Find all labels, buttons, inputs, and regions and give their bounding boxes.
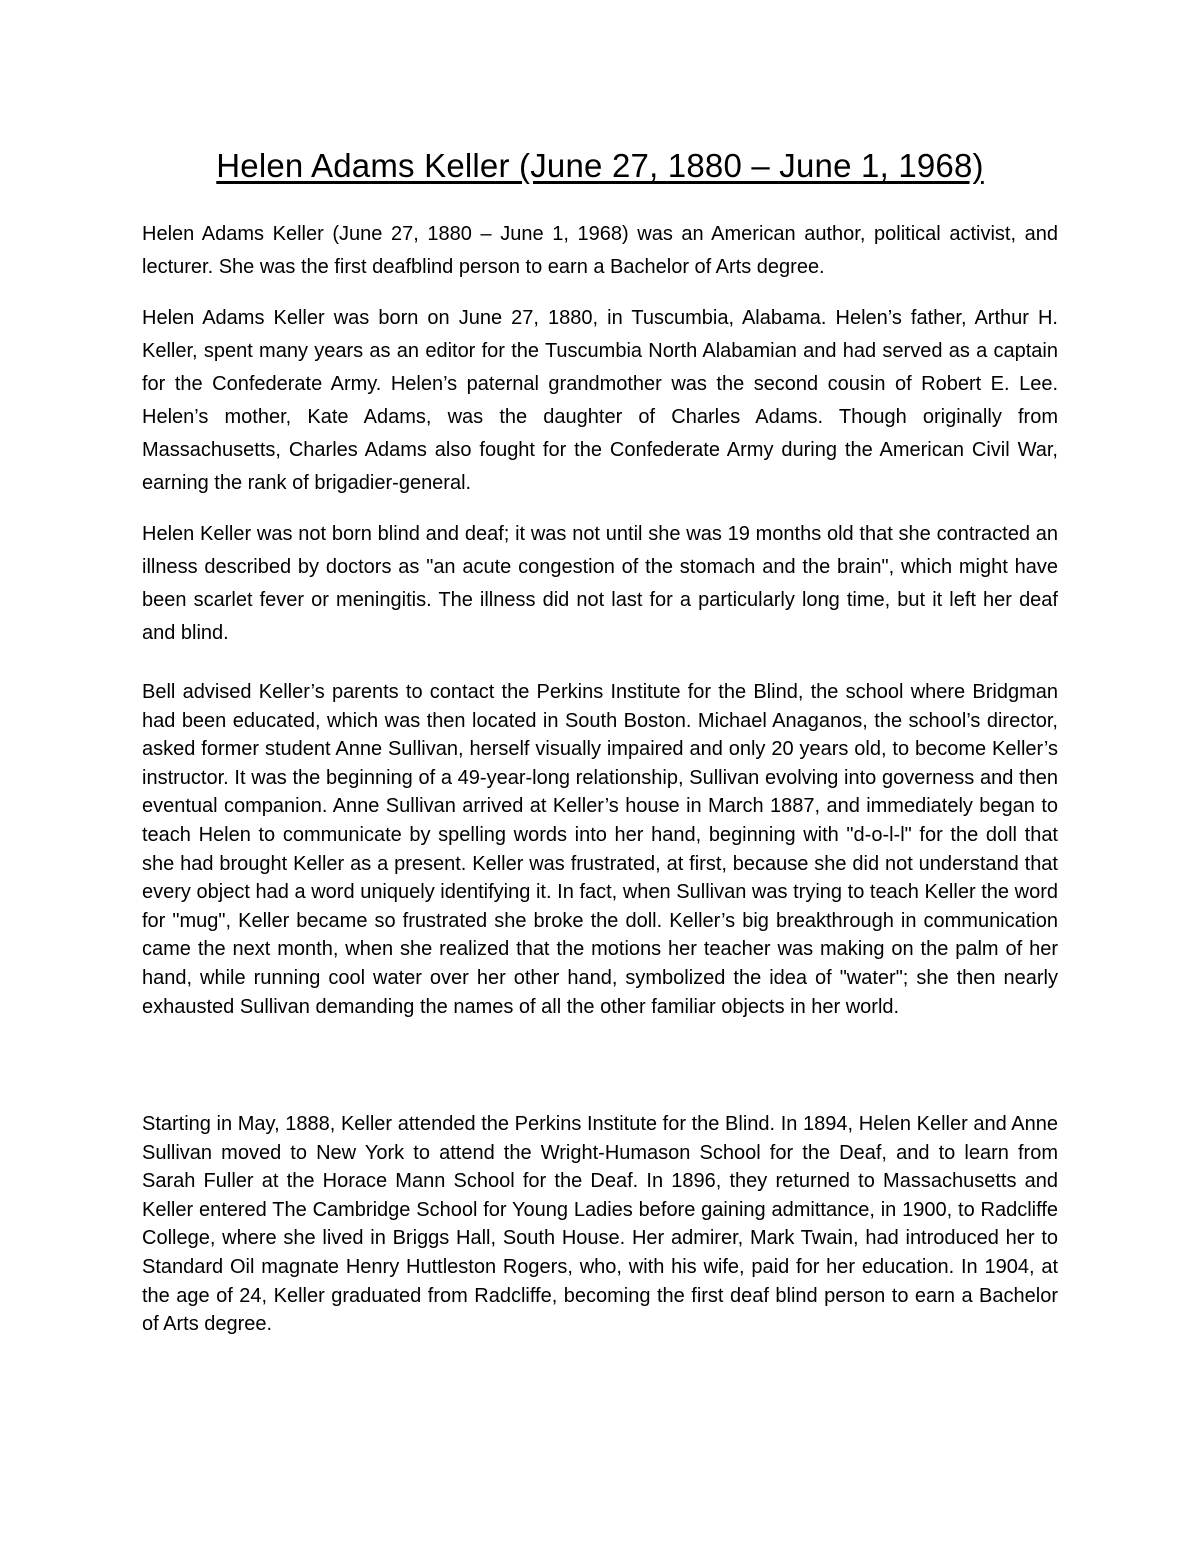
paragraph-education: Starting in May, 1888, Keller attended the Perkins Institute for the Blind. In 1894, Helen Keller and Anne Sullivan moved to New York to attend the Wright-Humason School for the Deaf, and to learn from Sarah Fuller at the Horace Mann School for the Deaf. In 1896, they returned to Massachusetts and Keller entered The Cambridge School for Young Ladies before gaining admittance, in 1900, to Radcliffe College, where she lived in Briggs Hall, South House. Her admirer, Mark Twain, had introduced her to Standard Oil magnate Henry Huttleston Rogers, who, with his wife, paid for her education. In 1904, at the age of 24, Keller graduated from Radcliffe, becoming the first deaf blind person to earn a Bachelor of Arts degree. [142,1113,1058,1336]
paragraph-illness: Helen Keller was not born blind and deaf; it was not until she was 19 months old that she contracted an illness described by doctors as "an acute congestion of the stomach and the brain", which might have been scarlet fever or meningitis. The illness did not last for a particularly long time, but it left her deaf and blind. [142,523,1058,644]
paragraph-early-family: Helen Adams Keller was born on June 27, 1880, in Tuscumbia, Alabama. Helen’s father, Arthur H. Keller, spent many years as an editor for the Tuscumbia North Alabamian and had served as a captain for the Confederate Army. Helen’s paternal grandmother was the second cousin of Robert E. Lee. Helen’s mother, Kate Adams, was the daughter of Charles Adams. Though originally from Massachusetts, Charles Adams also fought for the Confederate Army during the American Civil War, earning the rank of brigadier-general. [142,307,1058,494]
page-title: Helen Adams Keller (June 27, 1880 – June 1, 1968) [216,147,984,184]
paragraph-intro: Helen Adams Keller (June 27, 1880 – June 1, 1968) was an American author, political activist, and lecturer. She was the first deafblind person to earn a Bachelor of Arts degree. [142,223,1058,278]
paragraph-anne-sullivan: Bell advised Keller’s parents to contact the Perkins Institute for the Blind, the school where Bridgman had been educated, which was then located in South Boston. Michael Anaganos, the school’s director, asked former student Anne Sullivan, herself visually impaired and only 20 years old, to become Keller’s instructor. It was the beginning of a 49-year-long relationship, Sullivan evolving into governess and then eventual companion. Anne Sullivan arrived at Keller’s house in March 1887, and immediately began to teach Helen to communicate by spelling words into her hand, beginning with "d-o-l-l" for the doll that she had brought Keller as a present. Keller was frustrated, at first, because she did not understand that every object had a word uniquely identifying it. In fact, when Sullivan was trying to teach Keller the word for "mug", Keller became so frustrated she broke the doll. Keller’s big breakthrough in communication came the next month, when she realized that the motions her teacher was making on the palm of her hand, while running cool water over her other hand, symbolized the idea of "water"; she then nearly exhausted Sullivan demanding the names of all the other familiar objects in her world. [142,681,1058,1018]
